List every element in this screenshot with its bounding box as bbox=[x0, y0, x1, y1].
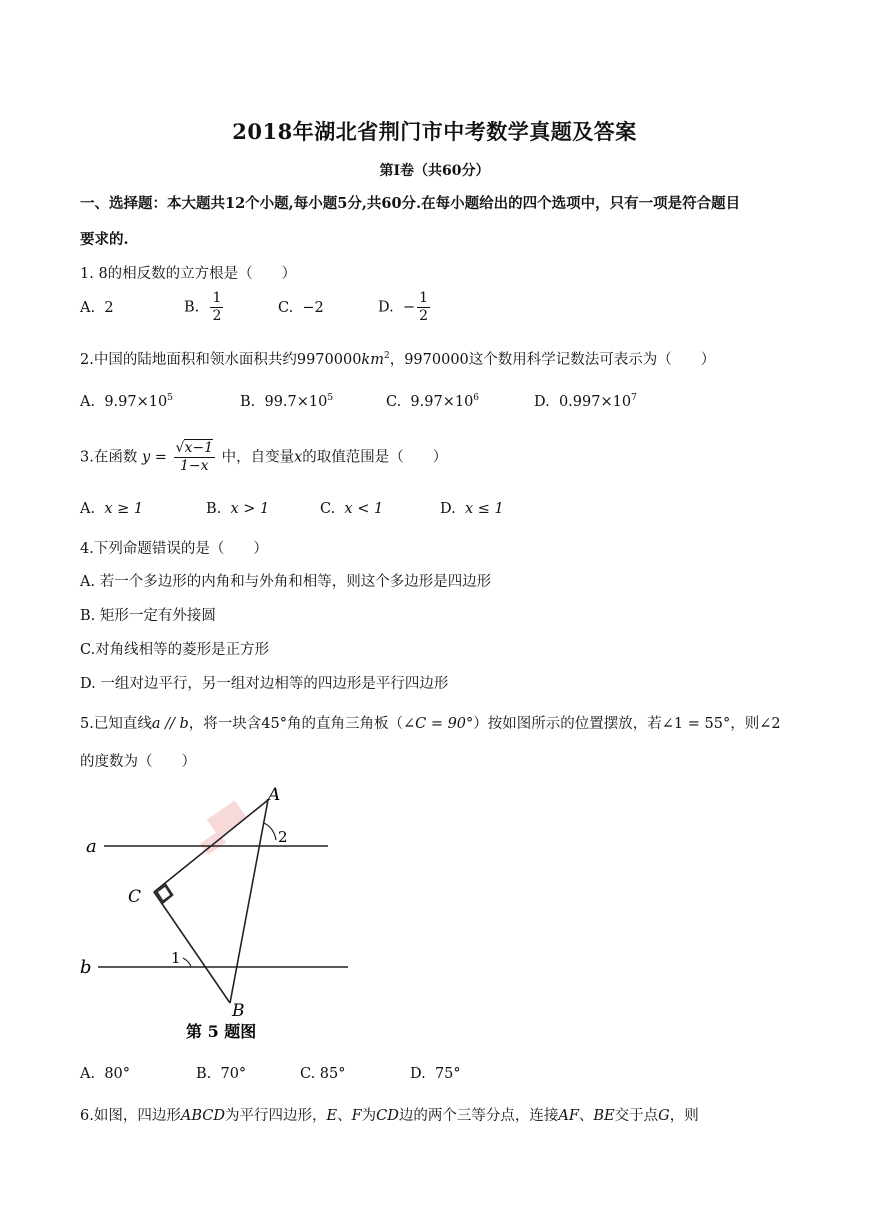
q4-option-c: C.对角线相等的菱形是正方形 bbox=[80, 642, 270, 658]
label-angle-2: 2 bbox=[278, 828, 288, 846]
figure-caption: 第 5 题图 bbox=[186, 1022, 257, 1041]
q3-option-c: C. x < 1 bbox=[320, 501, 384, 517]
q4-option-a: A. 若一个多边形的内角和与外角和相等，则这个多边形是四边形 bbox=[80, 574, 492, 590]
q2-option-c: C. $9.97\times 10^6$ bbox=[386, 393, 480, 410]
q1-option-b: B. $\frac{1}{2}$ bbox=[184, 290, 222, 324]
label-b: b bbox=[80, 957, 92, 978]
angle-1-arc bbox=[183, 958, 191, 967]
section-heading-line2: 要求的. bbox=[80, 231, 129, 248]
question-5-figure bbox=[70, 778, 370, 1048]
q1-option-a: A. 2 bbox=[80, 300, 114, 316]
angle-2-arc bbox=[264, 823, 276, 840]
q2-option-a: A. $9.97\times 10^5$ bbox=[80, 393, 173, 410]
label-angle-1: 1 bbox=[171, 949, 181, 967]
label-a: a bbox=[86, 836, 97, 857]
q5-option-b: B. 70° bbox=[196, 1066, 247, 1082]
segment-cb bbox=[154, 892, 230, 1003]
q5-option-a: A. 80° bbox=[80, 1066, 131, 1082]
question-1-text: 1. 8的相反数的立方根是（ ） bbox=[80, 266, 297, 282]
q4-option-d: D. 一组对边平行，另一组对边相等的四边形是平行四边形 bbox=[80, 676, 449, 692]
label-B: B bbox=[232, 1001, 245, 1021]
question-5-text: 5.已知直线a // b，将一块含45°角的直角三角板（∠C = 90°）按如图所示的位置摆放，若∠1 = 55°，则∠2 bbox=[80, 716, 781, 732]
question-5-text-line2: 的度数为（ ） bbox=[80, 754, 196, 770]
q4-option-b: B. 矩形一定有外接圆 bbox=[80, 608, 216, 624]
q2-option-d: D. $0.997\times 10^7$ bbox=[534, 393, 637, 410]
right-angle-mark bbox=[154, 883, 173, 904]
question-6-text: 6.如图，四边形ABCD为平行四边形，E、F为CD边的两个三等分点，连接AF、BE交于点G，则 bbox=[80, 1108, 699, 1124]
q3-fraction: $\frac{√x-1}{1-x}$ bbox=[175, 440, 213, 474]
section-heading-line1: 一、选择题：本大题共12个小题,每小题5分,共60分.在每小题给出的四个选项中，只有一项是符合题目 bbox=[80, 195, 741, 212]
q1-option-c: C. −2 bbox=[278, 300, 324, 316]
page-title: 2018年湖北省荆门市中考数学真题及答案 bbox=[232, 119, 637, 144]
q3-option-b: B. x > 1 bbox=[206, 501, 270, 517]
q5-option-c: C. 85° bbox=[300, 1066, 346, 1082]
label-C: C bbox=[128, 887, 142, 907]
question-3-text: 3.在函数 y = $\frac{√x-1}{1-x}$ 中，自变量x的取值范围是（ ） bbox=[80, 440, 448, 474]
q2-option-b: B. $99.7\times 10^5$ bbox=[240, 393, 334, 410]
q5-option-d: D. 75° bbox=[410, 1066, 461, 1082]
question-4-text: 4.下列命题错误的是（ ） bbox=[80, 541, 268, 557]
segment-ab bbox=[230, 800, 268, 1003]
q1-option-d: D. − $\frac{1}{2}$ bbox=[378, 290, 429, 324]
q3-option-a: A. x ≥ 1 bbox=[80, 501, 144, 517]
q3-option-d: D. x ≤ 1 bbox=[440, 501, 504, 517]
watermark bbox=[200, 800, 247, 855]
page-subtitle: 第Ⅰ卷（共60分） bbox=[379, 163, 490, 179]
label-A: A bbox=[268, 785, 281, 805]
question-2-text: 2.中国的陆地面积和领水面积共约$9970000km^2$，9970000这个数用科学记数法可表示为（ ） bbox=[80, 351, 716, 368]
